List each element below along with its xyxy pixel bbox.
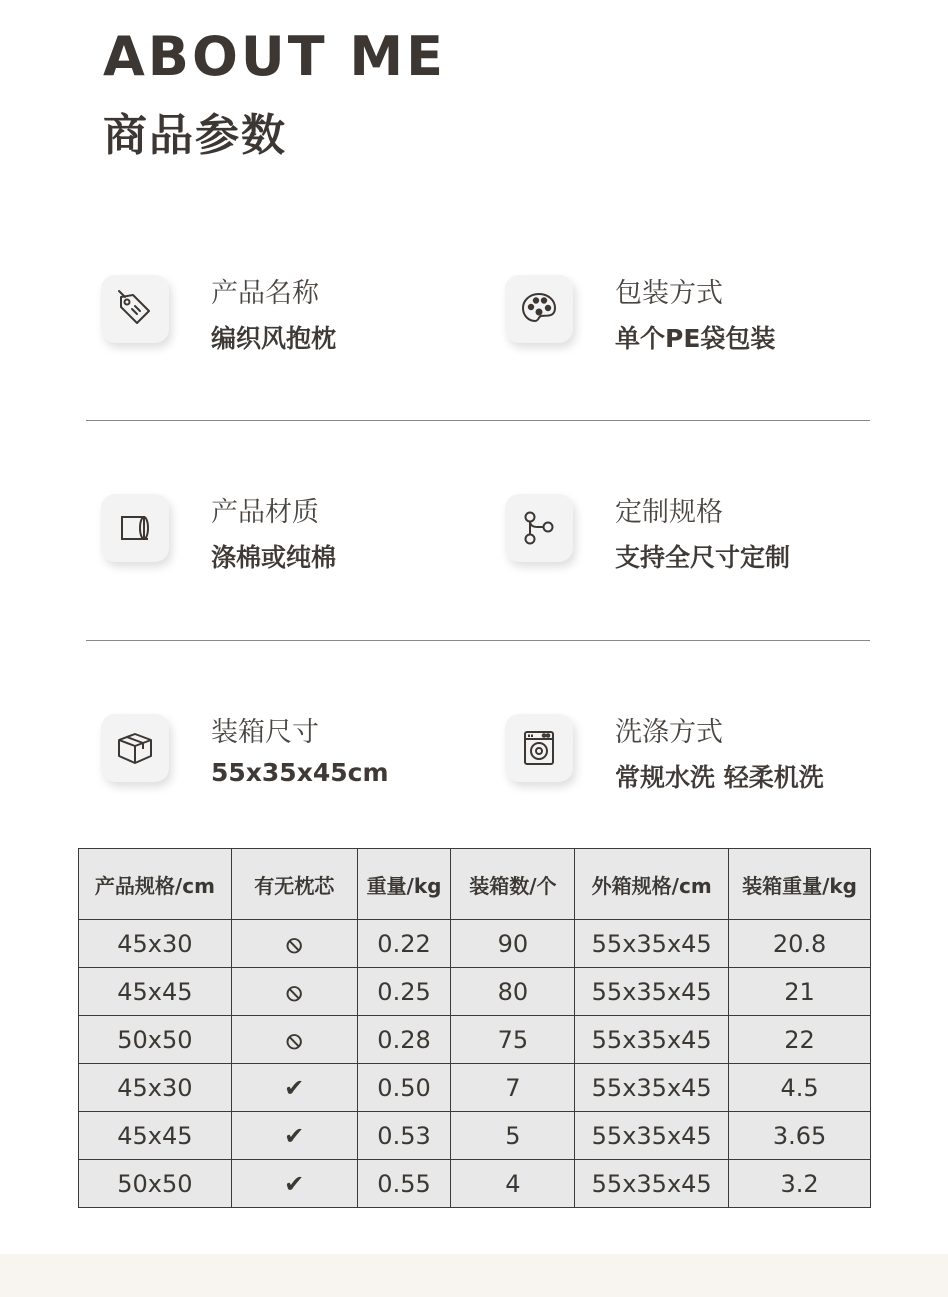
header-carton: 外箱规格/cm <box>575 849 729 920</box>
cell-size: 45x30 <box>79 920 232 968</box>
spec-label: 定制规格 <box>615 497 723 528</box>
spec-label: 包装方式 <box>615 278 723 309</box>
title-chinese: 商品参数 <box>103 110 287 161</box>
spec-carton-size <box>101 714 501 814</box>
cell-qty: 4 <box>451 1160 575 1208</box>
spec-material <box>101 494 501 594</box>
no-insert-icon: ⦸ <box>231 968 357 1016</box>
title-english: ABOUT ME <box>103 25 446 88</box>
spec-value: 55x35x45cm <box>211 758 389 787</box>
spec-label: 装箱尺寸 <box>211 717 319 748</box>
price-tag-icon <box>101 275 169 343</box>
spec-label: 产品材质 <box>211 497 319 528</box>
cell-qty: 5 <box>451 1112 575 1160</box>
table-row <box>79 1016 871 1064</box>
table-row <box>79 968 871 1016</box>
header-qty: 装箱数/个 <box>451 849 575 920</box>
header-size: 产品规格/cm <box>79 849 232 920</box>
table-row <box>79 1160 871 1208</box>
cell-weight: 0.50 <box>357 1064 451 1112</box>
cell-weight: 0.25 <box>357 968 451 1016</box>
spec-value: 编织风抱枕 <box>211 324 337 353</box>
cell-carton: 55x35x45 <box>575 1064 729 1112</box>
header-weight: 重量/kg <box>357 849 451 920</box>
check-icon: ✔ <box>231 1112 357 1160</box>
cell-size: 50x50 <box>79 1016 232 1064</box>
cell-size: 45x45 <box>79 968 232 1016</box>
cell-qty: 80 <box>451 968 575 1016</box>
cell-weight: 0.53 <box>357 1112 451 1160</box>
check-icon: ✔ <box>231 1160 357 1208</box>
cell-weight: 0.55 <box>357 1160 451 1208</box>
cell-size: 45x45 <box>79 1112 232 1160</box>
cell-carton: 55x35x45 <box>575 1016 729 1064</box>
table-row <box>79 920 871 968</box>
no-insert-icon: ⦸ <box>231 920 357 968</box>
spec-label: 洗涤方式 <box>615 717 723 748</box>
cell-carton-weight: 20.8 <box>729 920 871 968</box>
cell-carton-weight: 4.5 <box>729 1064 871 1112</box>
cell-carton: 55x35x45 <box>575 1112 729 1160</box>
table-row <box>79 1064 871 1112</box>
cell-carton: 55x35x45 <box>575 920 729 968</box>
cell-carton-weight: 22 <box>729 1016 871 1064</box>
check-icon: ✔ <box>231 1064 357 1112</box>
cell-carton-weight: 21 <box>729 968 871 1016</box>
spec-value: 单个PE袋包装 <box>615 324 776 353</box>
divider <box>86 420 870 421</box>
box-icon <box>101 714 169 782</box>
table-row <box>79 1112 871 1160</box>
spec-customization <box>505 494 905 594</box>
spec-product-name <box>101 275 501 375</box>
branch-icon <box>505 494 573 562</box>
no-insert-icon: ⦸ <box>231 1016 357 1064</box>
spec-value: 常规水洗 轻柔机洗 <box>615 763 824 792</box>
washing-machine-icon <box>505 714 573 782</box>
spec-washing <box>505 714 905 814</box>
bottom-band <box>0 1254 948 1297</box>
spec-label: 产品名称 <box>211 278 319 309</box>
cell-weight: 0.28 <box>357 1016 451 1064</box>
cell-qty: 7 <box>451 1064 575 1112</box>
spec-packaging <box>505 275 905 375</box>
cell-carton: 55x35x45 <box>575 968 729 1016</box>
table-header-row <box>79 849 871 920</box>
cell-carton-weight: 3.2 <box>729 1160 871 1208</box>
cell-size: 45x30 <box>79 1064 232 1112</box>
cell-size: 50x50 <box>79 1160 232 1208</box>
cell-qty: 90 <box>451 920 575 968</box>
spec-value: 支持全尺寸定制 <box>615 543 791 572</box>
cell-carton: 55x35x45 <box>575 1160 729 1208</box>
divider <box>86 640 870 641</box>
cell-carton-weight: 3.65 <box>729 1112 871 1160</box>
cell-weight: 0.22 <box>357 920 451 968</box>
header-insert: 有无枕芯 <box>231 849 357 920</box>
palette-icon <box>505 275 573 343</box>
spec-table <box>78 848 871 1208</box>
spec-value: 涤棉或纯棉 <box>211 543 337 572</box>
fabric-roll-icon <box>101 494 169 562</box>
cell-qty: 75 <box>451 1016 575 1064</box>
header-carton-weight: 装箱重量/kg <box>729 849 871 920</box>
